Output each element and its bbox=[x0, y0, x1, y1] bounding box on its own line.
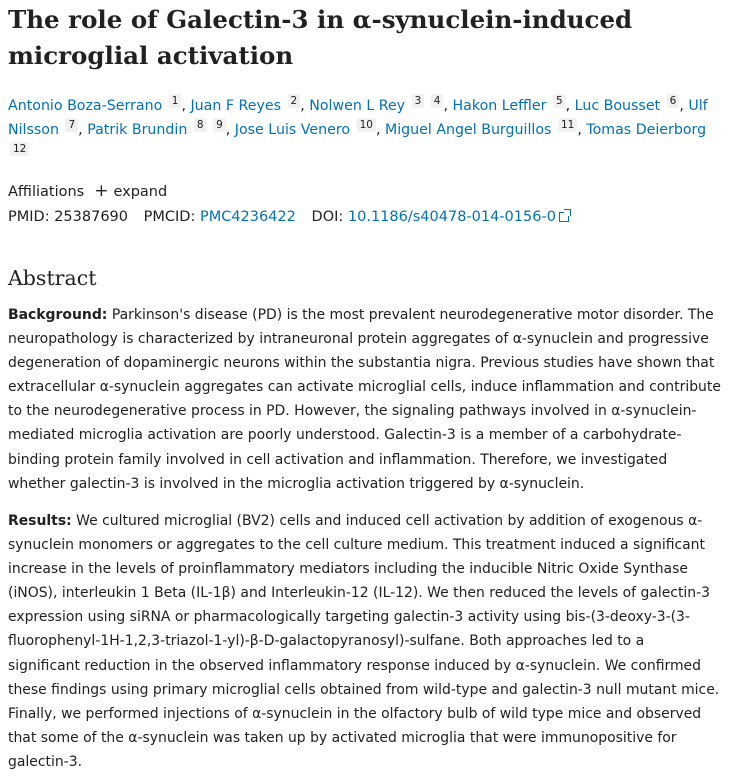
author-link[interactable]: Luc Bousset bbox=[574, 98, 661, 114]
abstract-line: Finally, we performed injections of α-synuclein in the olfactory bulb of wild type mice and observed bbox=[8, 705, 702, 722]
abstract-line: expression using siRNA or pharmacologically targeting galectin-3 activity using bis-(3-deoxy-3-(3- bbox=[8, 609, 690, 626]
affiliations-label: Affiliations bbox=[8, 184, 85, 200]
abstract-heading: Abstract bbox=[8, 266, 97, 290]
author-link[interactable]: Antonio Boza-Serrano bbox=[8, 98, 163, 114]
doi-label: DOI: bbox=[311, 209, 344, 225]
affiliation-ref[interactable]: 9 bbox=[213, 118, 226, 132]
identifiers-row bbox=[8, 206, 569, 228]
affiliations-expand-button[interactable] bbox=[94, 181, 168, 201]
doi-link[interactable] bbox=[348, 209, 569, 225]
abstract-line: binding protein family involved in cell activation and inflammation. Therefore, we investigated bbox=[8, 451, 668, 468]
pmid-value: 25387690 bbox=[54, 209, 129, 225]
doi-value: 10.1186/s40478-014-0156-0 bbox=[347, 209, 556, 225]
affiliation-ref[interactable]: 3 bbox=[412, 94, 425, 108]
abstract-line: (iNOS), interleukin 1 Beta (IL-1β) and Interleukin-12 (IL-12). We then reduced the levels of galectin-3 bbox=[8, 585, 711, 602]
abstract-line: extracellular α-synuclein aggregates can activate microglial cells, induce inflammation and contribute bbox=[8, 379, 721, 396]
affiliation-ref[interactable]: 5 bbox=[553, 94, 566, 108]
abstract-line: synuclein monomers or aggregates to the cell culture medium. This treatment induced a significant bbox=[8, 537, 705, 554]
author-link[interactable]: Patrik Brundin bbox=[87, 122, 188, 138]
author-link[interactable]: Nolwen L Rey bbox=[309, 98, 406, 114]
expand-label: expand bbox=[113, 184, 168, 200]
affiliation-ref[interactable]: 6 bbox=[667, 94, 680, 108]
affiliation-ref[interactable]: 7 bbox=[65, 118, 78, 132]
author-list: Antonio Boza-Serrano 1 , Juan F Reyes 2 , Nolwen L Rey 3 4 , Hakon Leffler 5 , Luc Bousset 6 , Ulf Nilsson 7 , Patrik Brundin 8 9 , Jose Luis Venero 10 , Miguel Angel Burguillos 11 , Tomas Deierborg 12 bbox=[8, 95, 708, 155]
pmcid-link[interactable]: PMC4236422 bbox=[199, 209, 296, 225]
abstract-line: degeneration of dopaminergic neurons within the substantia nigra. Previous studies have shown that bbox=[8, 355, 715, 372]
abstract-results bbox=[8, 509, 724, 774]
abstract-line: mediated microglia activation are poorly understood. Galectin-3 is a member of a carbohydrate- bbox=[8, 427, 682, 444]
abstract-line: fluorophenyl-1H-1,2,3-triazol-1-yl)-β-D-galactopyranosyl)-sulfane. Both approaches led to a bbox=[8, 633, 645, 650]
abstract-line: We cultured microglial (BV2) cells and induced cell activation by addition of exogenous α- bbox=[71, 513, 703, 529]
abstract-line: neuropathology is characterized by intraneuronal protein aggregates of α-synuclein and progressive bbox=[8, 331, 709, 348]
abstract-background bbox=[8, 303, 724, 496]
abstract-line: to the neurodegenerative process in PD. However, the signaling pathways involved in α-synuclein- bbox=[8, 403, 697, 420]
affiliation-ref[interactable]: 4 bbox=[431, 94, 444, 108]
author-link[interactable]: Juan F Reyes bbox=[190, 98, 282, 114]
affiliation-ref[interactable]: 10 bbox=[357, 118, 376, 132]
results-label: Results: bbox=[8, 513, 72, 529]
affiliation-ref[interactable]: 8 bbox=[194, 118, 207, 132]
background-label: Background: bbox=[8, 307, 108, 323]
plus-icon: + bbox=[94, 181, 109, 201]
abstract-line: whether galectin-3 is involved in the microglia activation triggered by α-synuclein. bbox=[8, 475, 585, 492]
abstract-line: these findings using primary microglial cells obtained from wild-type and galectin-3 null mutant mice. bbox=[8, 681, 720, 698]
affiliation-ref[interactable]: 2 bbox=[288, 94, 301, 108]
abstract-line: increase in the levels of proinflammatory mediators including the inducible Nitric Oxide Synthase bbox=[8, 561, 688, 578]
author-link[interactable]: Miguel Angel Burguillos bbox=[384, 122, 552, 138]
author-link[interactable]: Hakon Leffler bbox=[452, 98, 547, 114]
pmid-label: PMID: bbox=[8, 209, 50, 225]
author-link[interactable]: Ulf Nilsson bbox=[8, 98, 708, 138]
affiliation-ref[interactable]: 1 bbox=[169, 94, 182, 108]
abstract-line: that some of the α-synuclein was taken up by activated microglia that were immunopositive for bbox=[8, 729, 677, 746]
abstract-line: significant reduction in the observed inflammatory response induced by α-synuclein. We confirmed bbox=[8, 657, 701, 674]
article-title: The role of Galectin-3 in α-synuclein-induced microglial activation bbox=[8, 5, 633, 70]
abstract-line: Parkinson's disease (PD) is the most prevalent neurodegenerative motor disorder. The bbox=[107, 307, 714, 323]
abstract-line: galectin-3. bbox=[8, 753, 82, 770]
pmcid-label: PMCID: bbox=[143, 209, 196, 225]
author-link[interactable]: Tomas Deierborg bbox=[586, 122, 707, 138]
affiliation-ref[interactable]: 12 bbox=[10, 142, 29, 156]
affiliation-ref[interactable]: 11 bbox=[558, 118, 577, 132]
external-link-icon bbox=[559, 212, 569, 222]
affiliations-row bbox=[8, 180, 167, 203]
author-link[interactable]: Jose Luis Venero bbox=[234, 122, 351, 138]
